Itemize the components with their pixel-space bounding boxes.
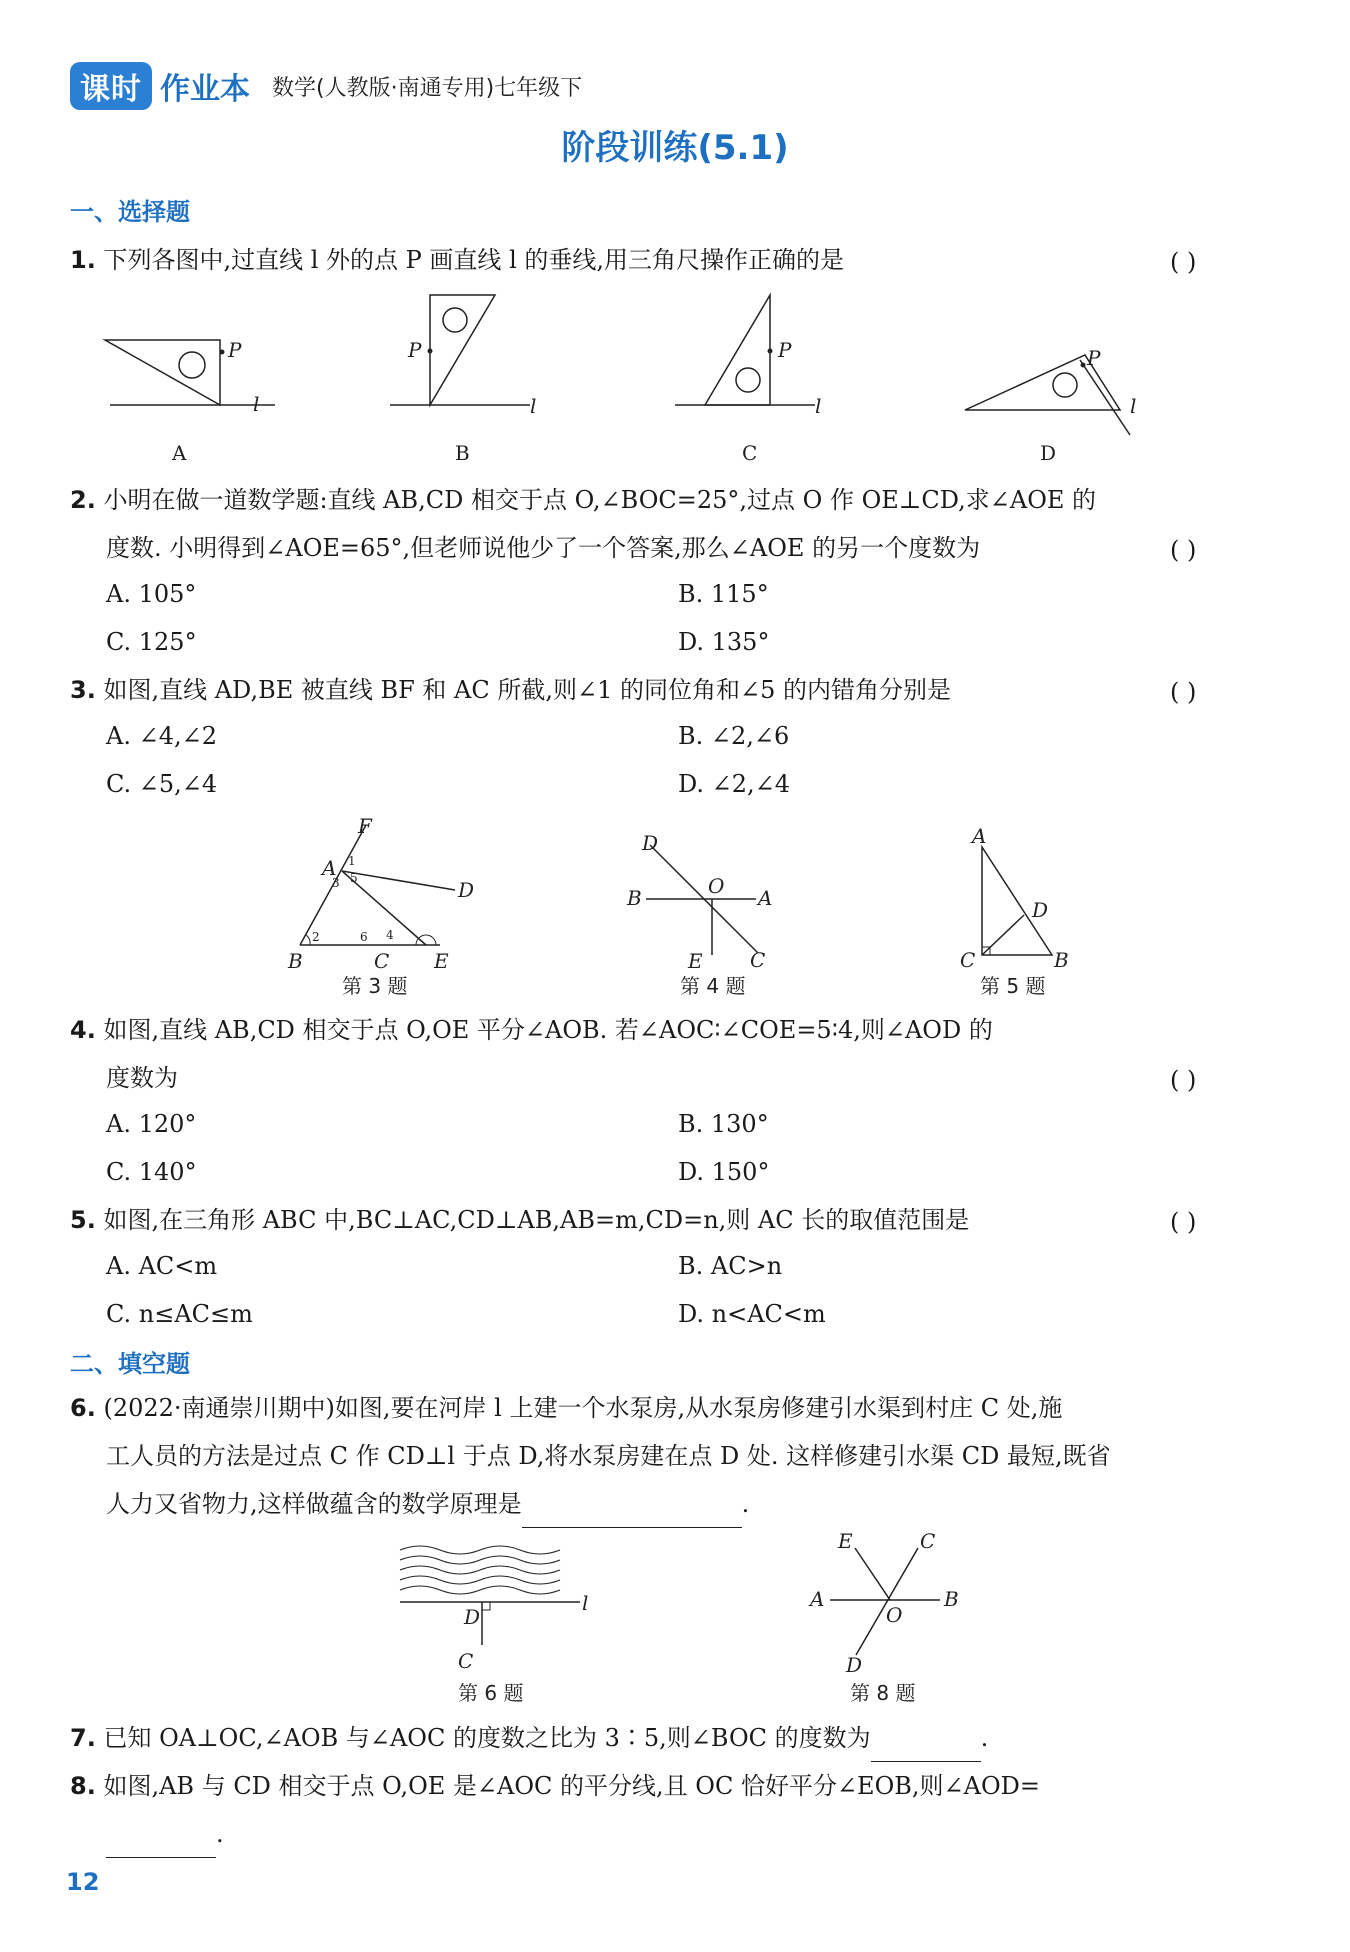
- question-text-line3: 人力又省物力,这样做蕴含的数学原理是 .: [106, 1480, 749, 1528]
- option-a[interactable]: A. 120°: [106, 1110, 197, 1138]
- svg-text:A: A: [758, 886, 773, 910]
- option-d[interactable]: D. 135°: [678, 628, 770, 656]
- page-title: 阶段训练(5.1): [561, 128, 789, 168]
- answer-blank-8[interactable]: [106, 1831, 216, 1858]
- question-text-line2: 度数. 小明得到∠AOE=65°,但老师说他少了一个答案,那么∠AOE 的另一个度数为: [106, 534, 981, 562]
- figure-8: [808, 1530, 959, 1677]
- answer-bracket-4[interactable]: ( ): [1170, 1066, 1197, 1094]
- svg-text:O: O: [708, 874, 725, 898]
- question-text-line1: 小明在做一道数学题:直线 AB,CD 相交于点 O,∠BOC=25°,过点 O 作 OE⊥CD,求∠AOE 的: [103, 486, 1097, 514]
- svg-text:D: D: [642, 831, 659, 855]
- svg-text:l: l: [530, 394, 537, 418]
- option-b[interactable]: B. AC>n: [678, 1252, 783, 1280]
- svg-text:F: F: [358, 815, 372, 838]
- figure-label-a: A: [172, 441, 187, 465]
- svg-text:6: 6: [360, 930, 368, 944]
- figure-4: [626, 831, 772, 973]
- svg-text:B: B: [1054, 948, 1069, 972]
- svg-text:P: P: [408, 338, 422, 362]
- svg-text:O: O: [886, 1603, 903, 1627]
- svg-text:B: B: [944, 1587, 959, 1611]
- question-number: 6.: [70, 1394, 96, 1422]
- header: [70, 60, 582, 112]
- figure-5: [960, 824, 1069, 972]
- svg-text:C: C: [458, 1649, 474, 1673]
- question-text: 已知 OA⊥OC,∠AOB 与∠AOC 的度数之比为 3∶5,则∠BOC 的度数为: [103, 1724, 871, 1752]
- svg-text:l: l: [582, 1591, 589, 1615]
- figure-caption-8: 第 8 题: [850, 1681, 916, 1705]
- svg-text:P: P: [228, 338, 242, 362]
- figure-option-c: [675, 295, 821, 465]
- section-choice-title: 一、选择题: [70, 198, 190, 226]
- q1-figures: [90, 285, 1270, 470]
- svg-text:A: A: [972, 824, 987, 848]
- svg-text:D: D: [458, 878, 475, 902]
- question-number: 7.: [70, 1724, 96, 1752]
- figures-3-4-5: [270, 815, 1100, 1005]
- svg-text:D: D: [846, 1653, 863, 1677]
- svg-text:E: E: [688, 949, 703, 973]
- option-a[interactable]: A. ∠4,∠2: [106, 722, 217, 750]
- question-number: 4.: [70, 1016, 96, 1044]
- svg-text:l: l: [253, 392, 260, 416]
- svg-text:C: C: [920, 1530, 936, 1553]
- question-text: 如图,直线 AD,BE 被直线 BF 和 AC 所截,则∠1 的同位角和∠5 的内错角分别是: [103, 676, 952, 704]
- figure-caption-5: 第 5 题: [980, 974, 1046, 998]
- svg-text:P: P: [1087, 346, 1101, 370]
- svg-text:D: D: [464, 1605, 481, 1629]
- svg-text:E: E: [434, 949, 449, 973]
- question-number: 5.: [70, 1206, 96, 1234]
- subject-line: 数学(人教版·南通专用)七年级下: [272, 75, 583, 101]
- option-b[interactable]: B. 115°: [678, 580, 769, 608]
- svg-text:B: B: [627, 886, 642, 910]
- question-number: 2.: [70, 486, 96, 514]
- section-fill-title: 二、填空题: [70, 1350, 190, 1378]
- figure-label-b: B: [455, 441, 470, 465]
- svg-text:A: A: [810, 1587, 825, 1611]
- svg-text:C: C: [960, 948, 976, 972]
- svg-text:A: A: [322, 856, 337, 880]
- question-8-answer-line: .: [106, 1810, 224, 1858]
- svg-text:5: 5: [350, 871, 358, 885]
- question-2: [70, 476, 1096, 524]
- option-c[interactable]: C. ∠5,∠4: [106, 770, 218, 798]
- svg-text:3: 3: [332, 876, 340, 890]
- page-number: 12: [66, 1868, 100, 1896]
- svg-text:B: B: [288, 949, 303, 973]
- question-4: [70, 1006, 993, 1054]
- figure-option-a: [105, 338, 275, 465]
- svg-text:2: 2: [312, 930, 320, 944]
- option-a[interactable]: A. AC<m: [106, 1252, 218, 1280]
- svg-text:l: l: [815, 394, 822, 418]
- option-d[interactable]: D. n<AC<m: [678, 1300, 826, 1328]
- option-c[interactable]: C. n≤AC≤m: [106, 1300, 253, 1328]
- question-3: [70, 666, 951, 714]
- option-d[interactable]: D. ∠2,∠4: [678, 770, 791, 798]
- figure-option-d: [965, 346, 1136, 465]
- option-b[interactable]: B. 130°: [678, 1110, 769, 1138]
- answer-bracket-2[interactable]: ( ): [1170, 536, 1197, 564]
- question-text-line1: (2022·南通崇川期中)如图,要在河岸 l 上建一个水泵房,从水泵房修建引水渠到村庄 C 处,施: [103, 1394, 1063, 1422]
- question-5: [70, 1196, 969, 1244]
- series-logo: 课时: [70, 62, 152, 110]
- figure-3: [287, 815, 474, 973]
- question-8: [70, 1762, 1040, 1810]
- svg-text:C: C: [374, 949, 390, 973]
- option-a[interactable]: A. 105°: [106, 580, 197, 608]
- figure-caption-4: 第 4 题: [680, 974, 746, 998]
- svg-text:C: C: [750, 948, 766, 972]
- figure-6: [400, 1546, 588, 1673]
- svg-text:4: 4: [386, 928, 394, 942]
- figure-label-d: D: [1040, 441, 1057, 465]
- answer-bracket-3[interactable]: ( ): [1170, 678, 1197, 706]
- question-1: [70, 236, 844, 284]
- figure-caption-6: 第 6 题: [458, 1681, 524, 1705]
- question-number: 8.: [70, 1772, 96, 1800]
- question-number: 1.: [70, 246, 96, 274]
- svg-text:E: E: [838, 1530, 853, 1553]
- answer-bracket-5[interactable]: ( ): [1170, 1208, 1197, 1236]
- svg-text:P: P: [778, 338, 792, 362]
- option-b[interactable]: B. ∠2,∠6: [678, 722, 790, 750]
- answer-blank-6[interactable]: [522, 1501, 742, 1528]
- svg-text:l: l: [1130, 394, 1137, 418]
- figure-label-c: C: [742, 441, 758, 465]
- question-7: 7. 已知 OA⊥OC,∠AOB 与∠AOC 的度数之比为 3∶5,则∠BOC 的度数为 .: [70, 1714, 988, 1762]
- question-text: 如图,AB 与 CD 相交于点 O,OE 是∠AOC 的平分线,且 OC 恰好平分∠EOB,则∠AOD=: [103, 1772, 1040, 1800]
- figure-caption-3: 第 3 题: [342, 974, 408, 998]
- question-text-line1: 如图,直线 AB,CD 相交于点 O,OE 平分∠AOB. 若∠AOC∶∠COE=5∶4,则∠AOD 的: [103, 1016, 993, 1044]
- question-text-line2: 工人员的方法是过点 C 作 CD⊥l 于点 D,将水泵房建在点 D 处. 这样修建引水渠 CD 最短,既省: [106, 1442, 1111, 1470]
- option-d[interactable]: D. 150°: [678, 1158, 770, 1186]
- question-text: 下列各图中,过直线 l 外的点 P 画直线 l 的垂线,用三角尺操作正确的是: [103, 246, 844, 274]
- figures-6-8: [380, 1530, 980, 1710]
- brand-name: 作业本: [160, 72, 250, 107]
- question-text: 如图,在三角形 ABC 中,BC⊥AC,CD⊥AB,AB=m,CD=n,则 AC 长的取值范围是: [103, 1206, 970, 1234]
- question-number: 3.: [70, 676, 96, 704]
- option-c[interactable]: C. 140°: [106, 1158, 197, 1186]
- question-6: [70, 1384, 1062, 1432]
- figure-option-b: [390, 295, 536, 465]
- svg-text:1: 1: [348, 854, 356, 868]
- answer-bracket-1[interactable]: ( ): [1170, 248, 1197, 276]
- option-c[interactable]: C. 125°: [106, 628, 197, 656]
- answer-blank-7[interactable]: [871, 1735, 981, 1762]
- svg-text:D: D: [1032, 898, 1049, 922]
- question-text-line2: 度数为: [106, 1064, 178, 1092]
